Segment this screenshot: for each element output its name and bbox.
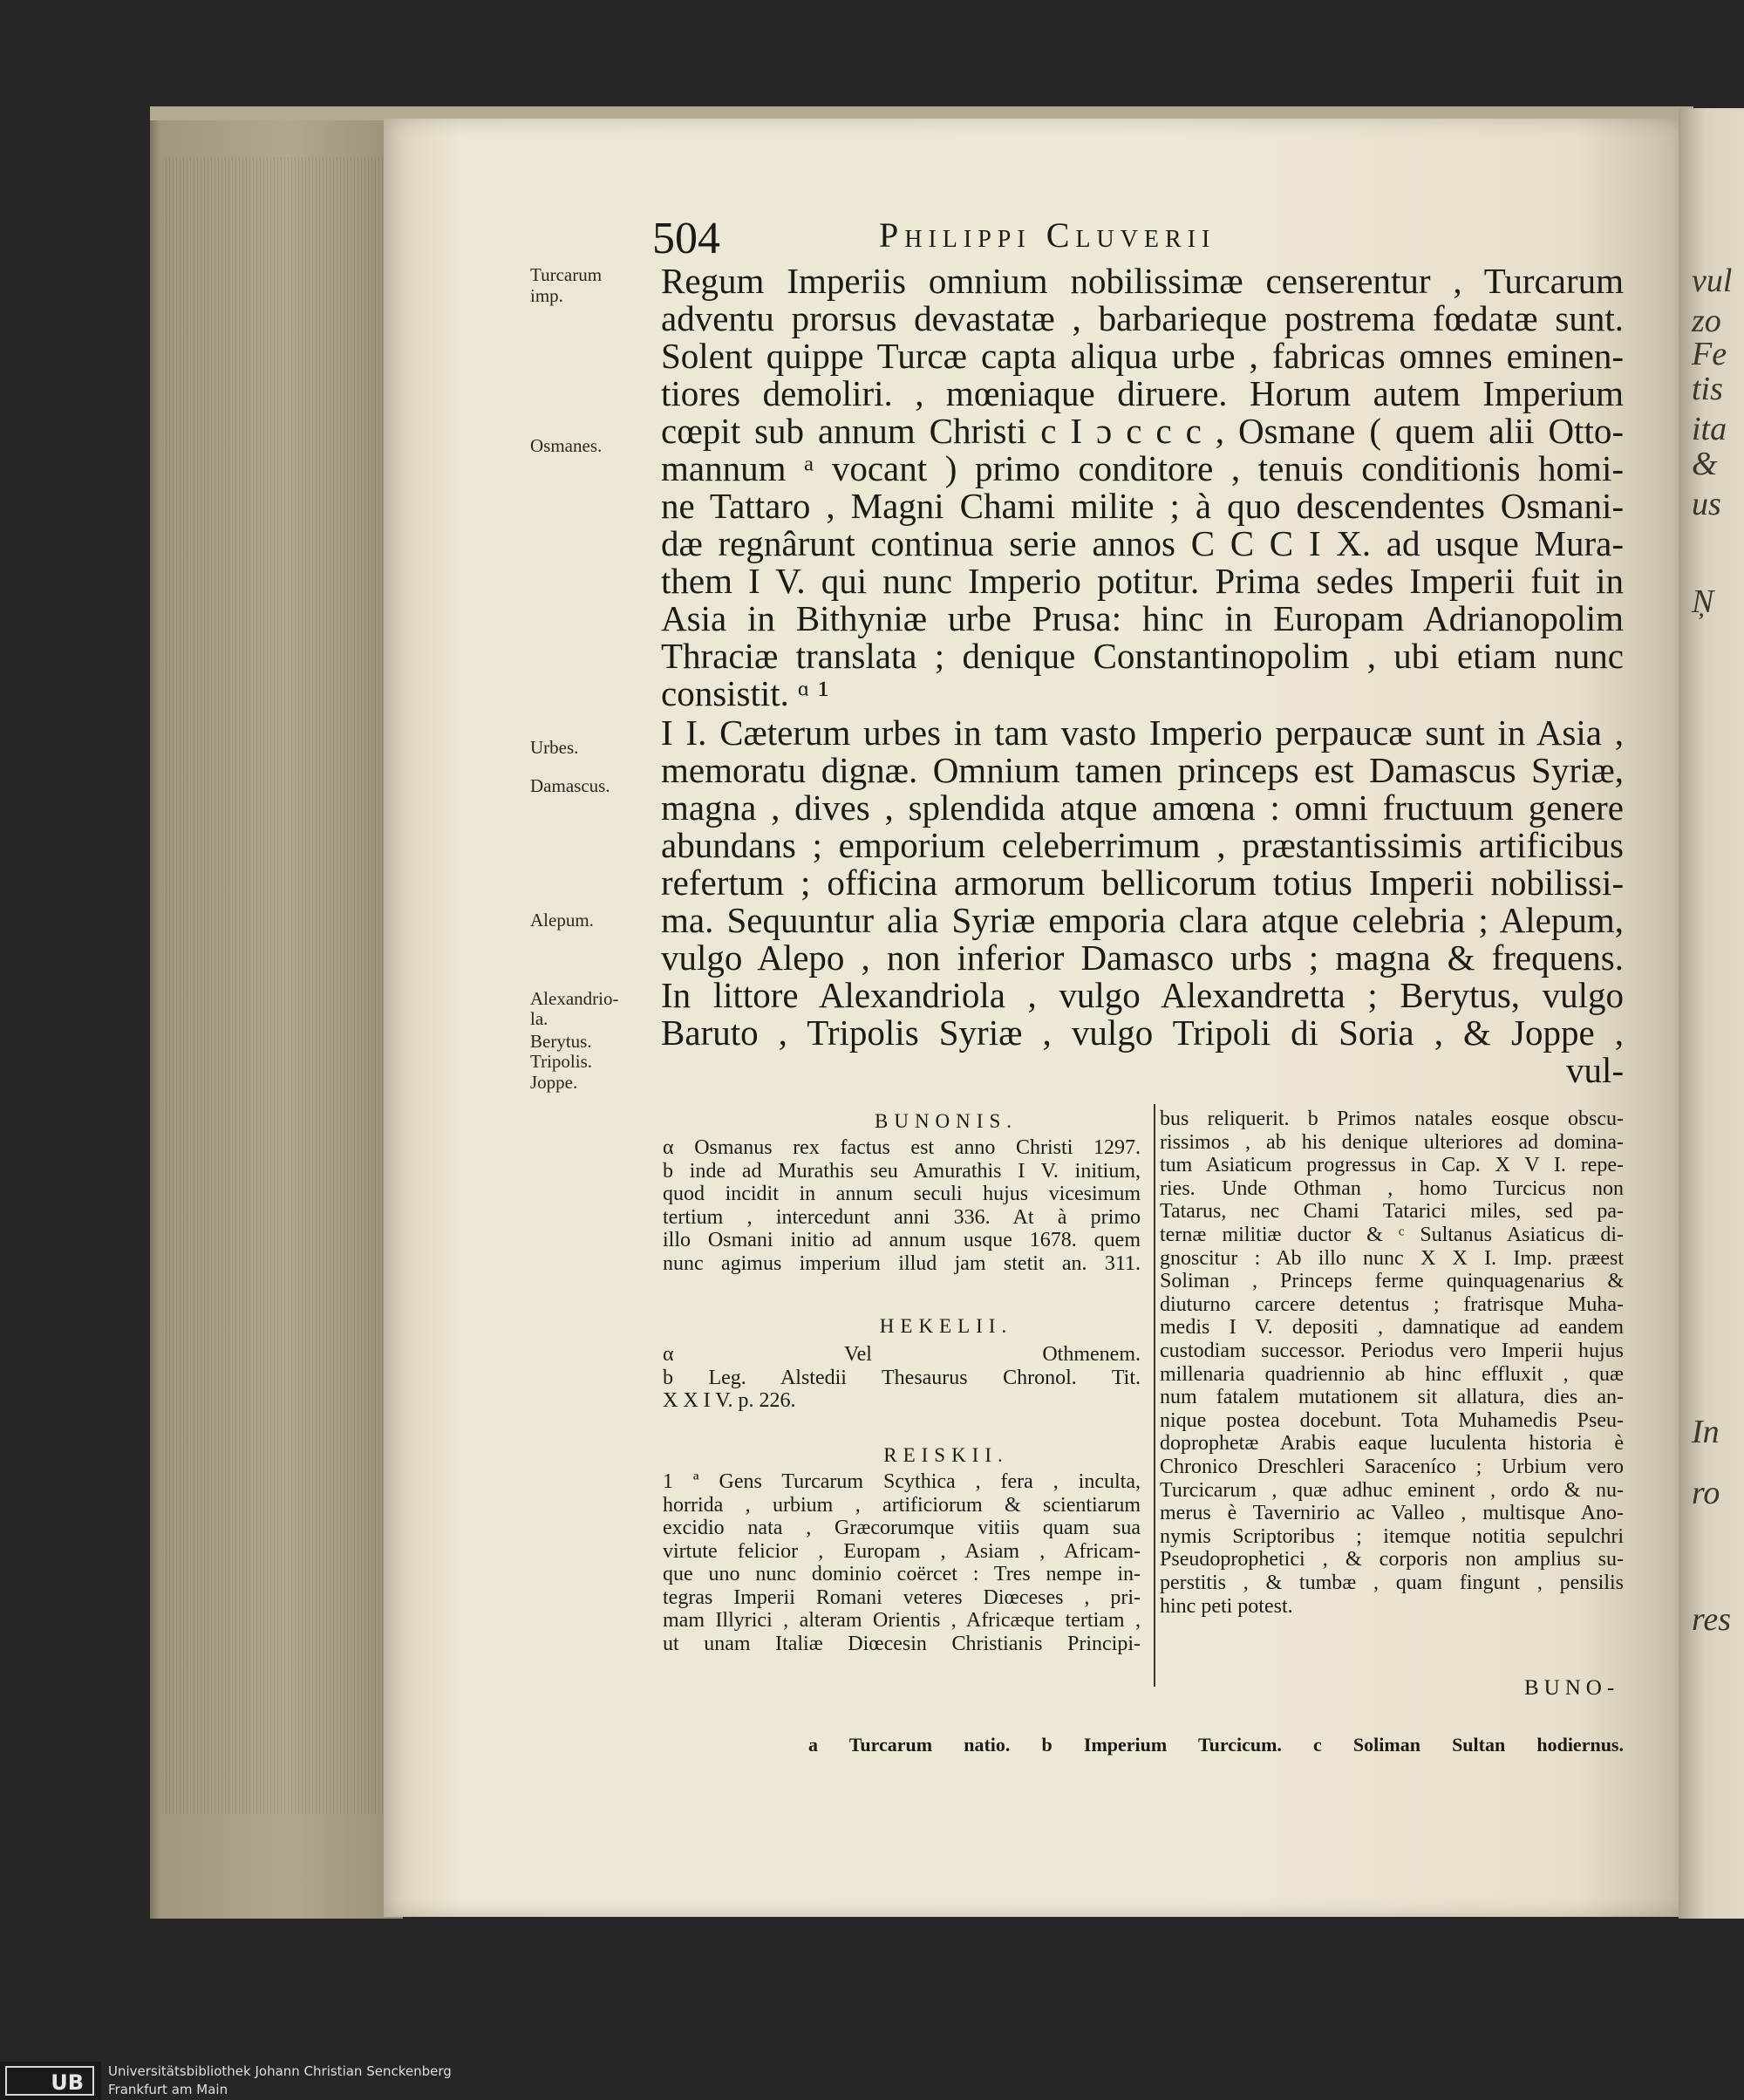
- commentary-line: hinc peti potest.: [1160, 1594, 1293, 1618]
- commentary-line: ries. Unde Othman , homo Turcicus non: [1160, 1176, 1624, 1200]
- main-text-line: abundans ; emporium celeberrimum , præstantissimis artificibus: [661, 825, 1624, 865]
- facing-page-fragment: ita: [1692, 411, 1727, 447]
- commentary-line: quod incidit in annum seculi hujus vicesimum: [663, 1183, 1141, 1205]
- main-text-line: refertum ; officina armorum bellicorum totius Imperii nobilissi-: [661, 862, 1624, 903]
- main-text-line: ne Tattaro , Magni Chami milite ; à quo descendentes Osmani-: [661, 486, 1624, 526]
- commentary-line: gnoscitur : Ab illo nunc X X I. Imp. præest: [1160, 1246, 1624, 1270]
- commentary-line: Soliman , Princeps ferme quinquagenarius &: [1160, 1270, 1624, 1293]
- library-name: Universitätsbibliothek Johann Christian Senckenberg: [108, 2063, 452, 2079]
- commentary-line: α Vel Othmenem.: [663, 1343, 1141, 1366]
- facing-page-fragment: Ņ: [1692, 583, 1714, 620]
- facing-page-fragment: us: [1692, 486, 1721, 522]
- library-city: Frankfurt am Main: [108, 2082, 228, 2097]
- hekelii-heading: HEKELII.: [879, 1315, 1013, 1337]
- commentary-line: que uno nunc dominio coërcet : Tres nempe in-: [663, 1563, 1141, 1585]
- main-text-line: vul-: [1565, 1050, 1624, 1090]
- commentary-line: doprophetæ Arabis eaque luculenta historia è: [1160, 1432, 1624, 1456]
- margin-note: Alexandrio-: [530, 988, 619, 1009]
- library-logo: UB: [5, 2066, 94, 2096]
- commentary-line: α Osmanus rex factus est anno Christi 1297.: [663, 1136, 1141, 1159]
- margin-note: Joppe.: [530, 1072, 578, 1093]
- commentary-line: tum Asiaticum progressus in Cap. X V I. repe-: [1160, 1154, 1624, 1177]
- commentary-line: illo Osmani initio ad annum usque 1678. quem: [663, 1229, 1141, 1251]
- margin-note: la.: [530, 1008, 548, 1029]
- commentary-line: Tatarus, nec Chami Tatarici miles, sed pa-: [1160, 1200, 1624, 1224]
- commentary-line: medis I V. depositi , damnatique ad eandem: [1160, 1316, 1624, 1340]
- commentary-line: custodiam successor. Periodus vero Imperii hujus: [1160, 1340, 1624, 1362]
- margin-note: Urbes.: [530, 737, 579, 758]
- commentary-line: nymis Scriptoribus ; itemque notitia sepulchri: [1160, 1524, 1624, 1548]
- main-text-line: mannum ᵃ vocant ) primo conditore , tenuis conditionis homi-: [661, 448, 1624, 488]
- margin-note: Tripolis.: [530, 1051, 593, 1072]
- commentary-line: b Leg. Alstedii Thesaurus Chronol. Tit.: [663, 1366, 1141, 1389]
- commentary-line: bus reliquerit. b Primos natales eosque obscu-: [1160, 1108, 1624, 1130]
- commentary-line: horrida , urbium , artificiorum & scientiarum: [663, 1493, 1141, 1517]
- commentary-line: 1 ª Gens Turcarum Scythica , fera , inculta,: [663, 1470, 1141, 1493]
- commentary-line: rissimos , ab his denique ulteriores ad domina-: [1160, 1130, 1624, 1154]
- main-text-line: tiores demoliri. , mœniaque diruere. Horum autem Imperium: [661, 373, 1624, 413]
- commentary-line: nique postea docebunt. Tota Muhamedis Pseu-: [1160, 1408, 1624, 1432]
- commentary-line: merus è Tavernirio ac Valleo , multisque Ano-: [1160, 1502, 1624, 1525]
- commentary-line: Pseudoprophetici , & corporis non amplius su-: [1160, 1548, 1624, 1572]
- margin-note: Damascus.: [530, 775, 610, 796]
- commentary-line: excidio nata , Græcorumque vitiis quam sua: [663, 1517, 1141, 1539]
- facing-page-fragment: res: [1692, 1601, 1732, 1638]
- facing-page-fragment: tis: [1692, 371, 1723, 407]
- main-text-line: adventu prorsus devastatæ , barbarieque postrema fœdatæ sunt.: [661, 298, 1624, 338]
- main-text-line: them I V. qui nunc Imperio potitur. Prima sedes Imperii fuit in: [661, 561, 1624, 601]
- commentary-line: X X I V. p. 226.: [663, 1389, 796, 1412]
- running-title: Philippi Cluverii: [879, 215, 1216, 255]
- main-text-line: Baruto , Tripolis Syriæ , vulgo Tripoli di Soria , & Joppe ,: [661, 1012, 1624, 1053]
- facing-page-fragment: &: [1692, 446, 1718, 482]
- commentary-line: virtute felicior , Europam , Asiam , Africam-: [663, 1539, 1141, 1563]
- main-text-line: cœpit sub annum Christi c I ɔ c c c , Osmane ( quem alii Otto-: [661, 411, 1624, 451]
- commentary-line: nunc agimus imperium illud jam stetit an. 311.: [663, 1251, 1141, 1275]
- main-text-line: Thraciæ translata ; denique Constantinopolim , ubi etiam nunc: [661, 636, 1624, 676]
- margin-note: imp.: [530, 285, 563, 306]
- main-text-line: I I. Cæterum urbes in tam vasto Imperio perpaucæ sunt in Asia ,: [661, 712, 1624, 753]
- main-text-line: consistit. ᵅ ¹: [661, 673, 829, 713]
- commentary-line: Turcicarum , quæ adhuc eminent , ordo & nu-: [1160, 1478, 1624, 1502]
- main-text-line: ma. Sequuntur alia Syriæ emporia clara atque celebria ; Alepum,: [661, 900, 1624, 940]
- reference-line: a Turcarum natio. b Imperium Turcicum. c Soliman Sultan hodiernus.: [808, 1734, 1624, 1756]
- page-edges: [166, 157, 384, 1814]
- main-text-line: In littore Alexandriola , vulgo Alexandretta ; Berytus, vulgo: [661, 975, 1624, 1015]
- main-text-line: Regum Imperiis omnium nobilissimæ censerentur , Turcarum: [661, 261, 1624, 301]
- reiskii-heading: REISKII.: [883, 1444, 1009, 1466]
- main-text-line: vulgo Alepo , non inferior Damasco urbs ; magna & frequens.: [661, 938, 1624, 978]
- catchword: BUNO-: [1524, 1676, 1620, 1700]
- commentary-line: tertium , intercedunt anni 336. At à primo: [663, 1205, 1141, 1229]
- main-text-line: Asia in Bithyniæ urbe Prusa: hinc in Europam Adrianopolim: [661, 598, 1624, 638]
- bunonis-heading: BUNONIS.: [875, 1110, 1018, 1132]
- facing-page-fragment: vul: [1692, 262, 1733, 299]
- commentary-line: ternæ militiæ ductor & ᶜ Sultanus Asiaticus di-: [1160, 1224, 1624, 1246]
- margin-note: Berytus.: [530, 1031, 592, 1052]
- main-text-line: dæ regnârunt continua serie annos C C C I X. ad usque Mura-: [661, 523, 1624, 563]
- commentary-line: diuturno carcere detentus ; fratrisque Muha-: [1160, 1292, 1624, 1316]
- main-text-line: Solent quippe Turcæ capta aliqua urbe , fabricas omnes eminen-: [661, 336, 1624, 376]
- facing-page-fragment: ro: [1692, 1475, 1720, 1511]
- commentary-line: num fatalem mutationem sit allatura, dies an-: [1160, 1386, 1624, 1409]
- facing-page-fragment: Fe: [1692, 336, 1727, 372]
- column-rule: [1154, 1104, 1155, 1687]
- main-text-line: magna , dives , splendida atque amœna : omni fructuum genere: [661, 788, 1624, 828]
- margin-note: Turcarum: [530, 264, 603, 285]
- facing-page-fragment: zo: [1692, 303, 1721, 339]
- commentary-line: ut unam Italiæ Diœcesin Christianis Principi-: [663, 1632, 1141, 1655]
- facing-page-fragment: In: [1692, 1414, 1720, 1450]
- margin-note: Osmanes.: [530, 435, 603, 456]
- commentary-line: tegras Imperii Romani veteres Diœceses , pri-: [663, 1585, 1141, 1609]
- commentary-line: millenaria quadriennio ab hinc effluxit , quæ: [1160, 1362, 1624, 1386]
- main-text-line: memoratu dignæ. Omnium tamen princeps est Damascus Syriæ,: [661, 750, 1624, 790]
- margin-note: Alepum.: [530, 910, 594, 931]
- commentary-line: mam Illyrici , alteram Orientis , Africæque tertiam ,: [663, 1609, 1141, 1632]
- commentary-line: Chronico Dreschleri Saraceníco ; Urbium vero: [1160, 1456, 1624, 1478]
- commentary-line: perstitis , & tumbæ , quam fingunt , pensilis: [1160, 1572, 1624, 1594]
- page-number: 504: [652, 214, 720, 263]
- commentary-line: b inde ad Murathis seu Amurathis I V. initium,: [663, 1159, 1141, 1183]
